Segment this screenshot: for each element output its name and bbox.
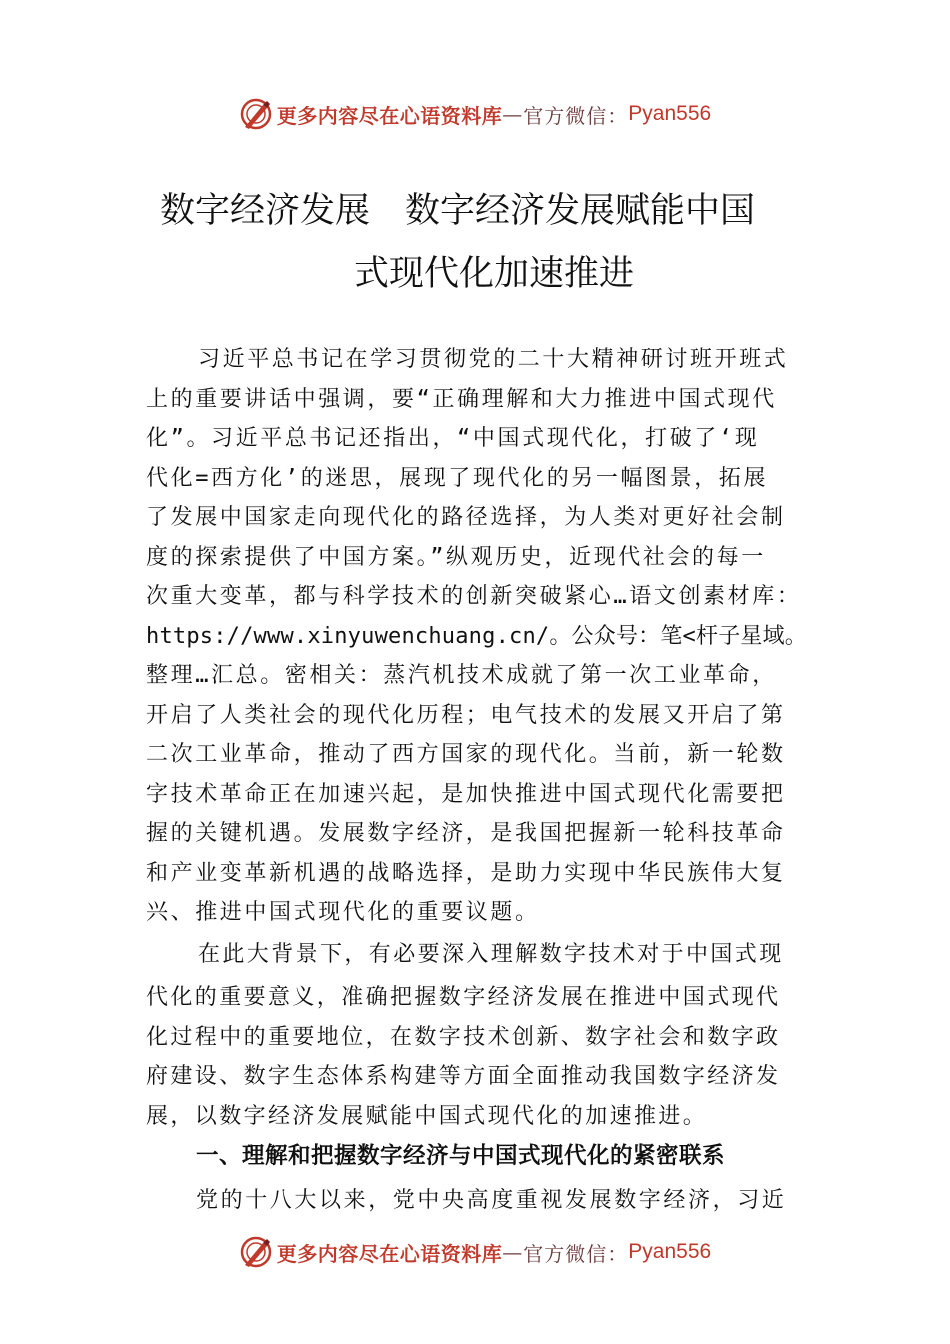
banner-wechat-id: Pyan556 [628,1240,712,1263]
paragraph-line: 了发展中国家走向现代化的路径选择，为人类对更好社会制 [146,505,786,530]
paragraph-3-first-line: 党的十八大以来，党中央高度重视发展数字经济，习近 [196,1188,787,1213]
paragraph-line: 府建设、数字生态体系构建等方面全面推动我国数字经济发 [146,1064,781,1090]
document-title-line-2: 式现代化加速推进 [354,254,635,294]
paragraph-line: 代化的重要意义，准确把握数字经济发展在推进中国式现代 [146,984,781,1010]
paragraph-line: 化过程中的重要地位，在数字技术创新、数字社会和数字政 [146,1024,781,1050]
banner-wechat-id: Pyan556 [628,102,712,125]
paragraph-line: 上的重要讲话中强调，要“正确理解和大力推进中国式现代 [146,386,777,412]
paragraph-line: 兴、推进中国式现代化的重要议题。 [146,900,540,925]
paragraph-line: 次重大变革，都与科学技术的创新突破紧心…语文创素材库： [146,584,802,609]
paragraph-line: 二次工业革命，推动了西方国家的现代化。当前，新一轮数 [146,742,786,767]
paragraph-line-url: https://www.xinyuwenchuang.cn/。公众号：笔<杆子星域。 [146,623,807,649]
banner-wechat-label: 官方微信： [523,103,629,128]
banner-dash: — [502,1240,524,1264]
paragraph-line: 代化=西方化’的迷思，展现了现代化的另一幅图景，拓展 [146,465,769,491]
document-title-line-1: 数字经济发展 数字经济发展赋能中国 [160,191,756,231]
footer-watermark-banner [0,1232,950,1272]
pen-logo-icon [239,1235,273,1269]
header-watermark-banner [0,94,950,134]
paragraph-2 [146,935,784,1137]
paragraph-line: 字技术革命正在加速兴起，是加快推进中国式现代化需要把 [146,781,786,807]
paragraph-line: 开启了人类社会的现代化历程；电气技术的发展又开启了第 [146,702,786,728]
pen-logo-icon [239,97,273,131]
paragraph-line: 和产业变革新机遇的战略选择，是助力实现中华民族伟大复 [146,860,786,886]
banner-dash: — [502,102,524,126]
paragraph-line: 在此大背景下，有必要深入理解数字技术对于中国式现 [198,942,784,967]
paragraph-line: 化”。习近平总书记还指出，“中国式现代化，打破了‘现 [146,426,760,451]
paragraph-line: 展，以数字经济发展赋能中国式现代化的加速推进。 [146,1104,708,1130]
banner-main-text: 更多内容尽在心语资料库 [276,103,503,128]
paragraph-line: 握的关键机遇。发展数字经济，是我国把握新一轮科技革命 [146,821,786,846]
paragraph-line: 习近平总书记在学习贯彻党的二十大精神研讨班开班式 [198,347,789,372]
paragraph-line: 整理…汇总。密相关：蒸汽机技术成就了第一次工业革命， [146,663,777,688]
banner-main-text: 更多内容尽在心语资料库 [276,1241,503,1266]
banner-wechat-label: 官方微信： [523,1241,629,1266]
paragraph-line: 度的探索提供了中国方案。”纵观历史，近现代社会的每一 [146,544,766,570]
section-heading-1: 一、理解和把握数字经济与中国式现代化的紧密联系 [196,1143,726,1169]
paragraph-1 [146,340,836,933]
